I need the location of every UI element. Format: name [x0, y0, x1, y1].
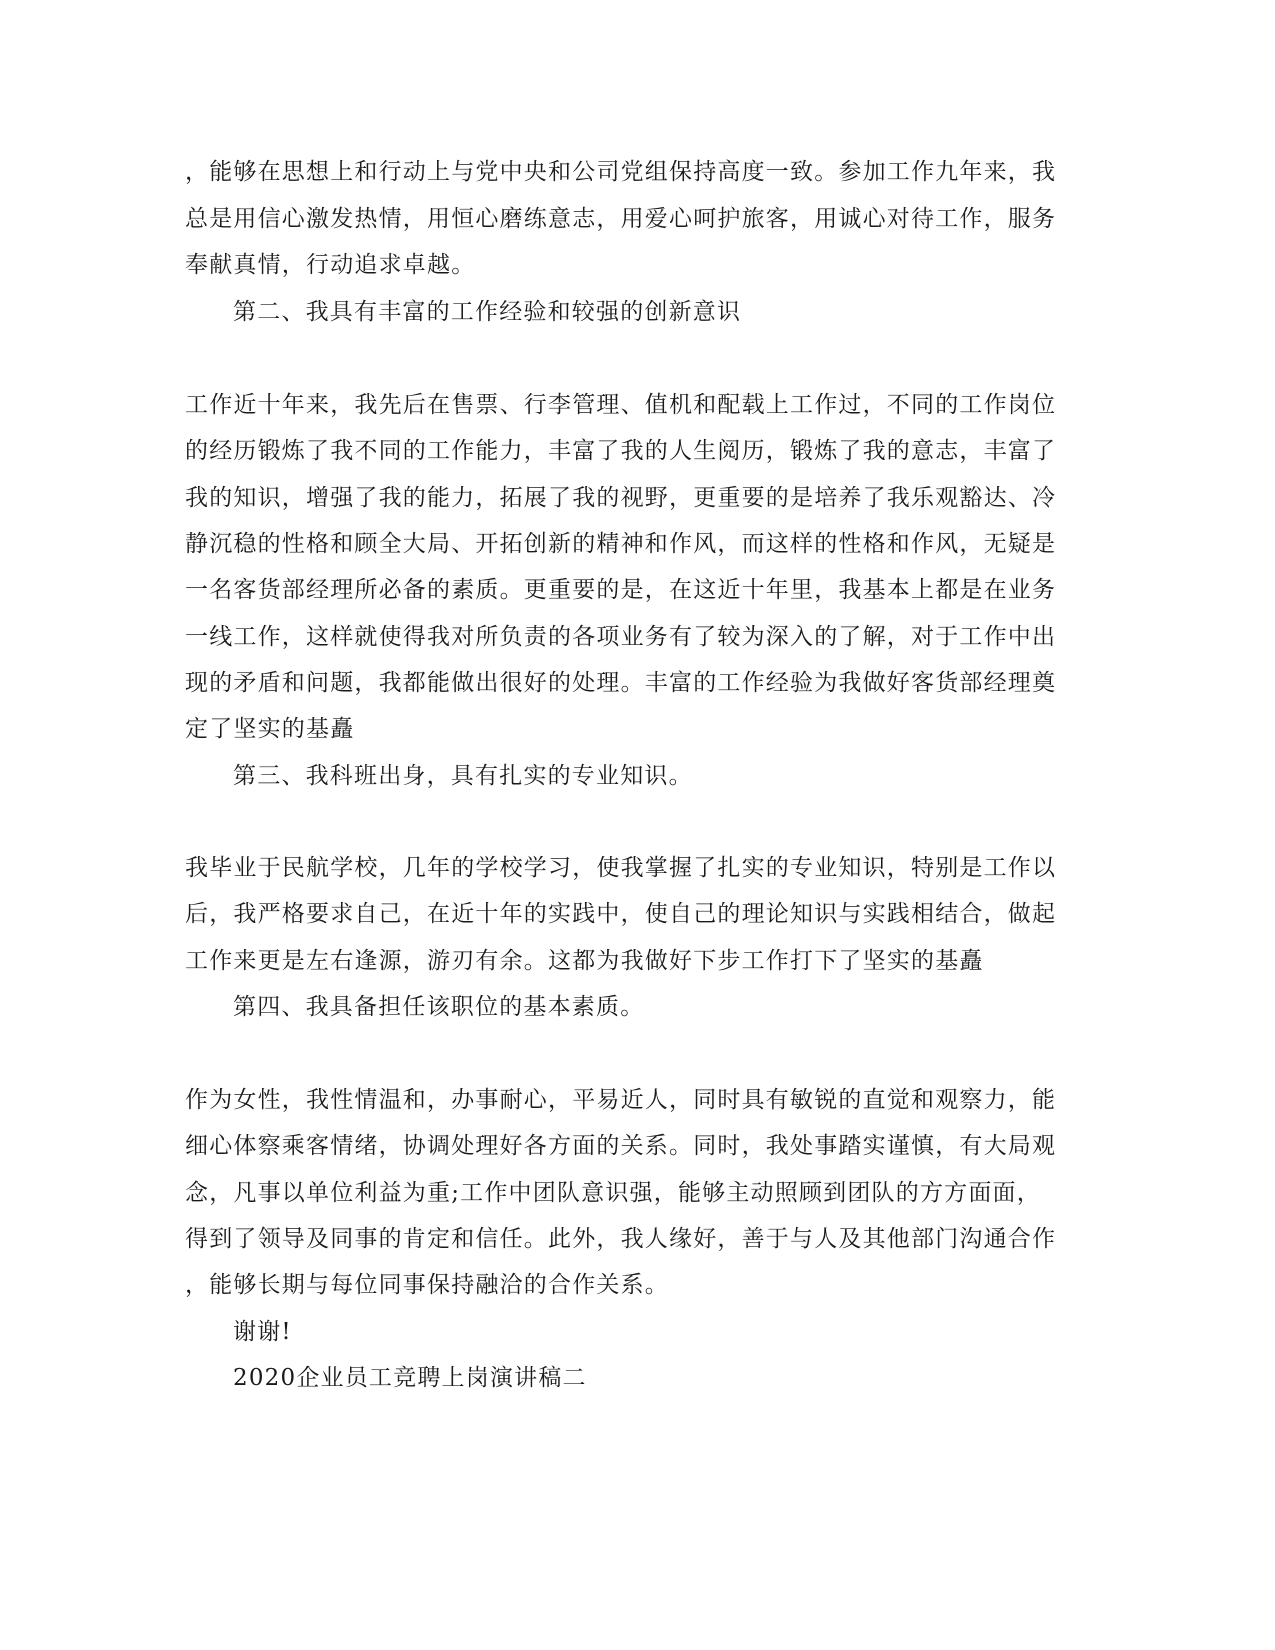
text-line: 念，凡事以单位利益为重;工作中团队意识强，能够主动照顾到团队的方方面面，: [185, 1180, 1041, 1206]
text-line: 作为女性，我性情温和，办事耐心，平易近人，同时具有敏锐的直觉和观察力，能: [185, 1087, 1057, 1113]
closing-line: 谢谢!: [233, 1319, 292, 1345]
text-line: ，能够在思想上和行动上与党中央和公司党组保持高度一致。参加工作九年来，我: [185, 159, 1057, 185]
text-line: 奉献真情，行动追求卓越。: [185, 252, 476, 278]
text-line: 后，我严格要求自己，在近十年的实践中，使自己的理论知识与实践相结合，做起: [185, 901, 1057, 927]
text-line: 工作来更是左右逢源，游刃有余。这都为我做好下步工作打下了坚实的基矗: [185, 948, 984, 974]
section-heading: 第四、我具备担任该职位的基本素质。: [233, 994, 645, 1020]
section-heading: 第三、我科班出身，具有扎实的专业知识。: [233, 763, 693, 789]
text-line: 定了坚实的基矗: [185, 716, 355, 742]
text-line: 我毕业于民航学校，几年的学校学习，使我掌握了扎实的专业知识，特别是工作以: [185, 855, 1057, 881]
text-line: 总是用信心激发热情，用恒心磨练意志，用爱心呵护旅客，用诚心对待工作，服务: [185, 206, 1057, 232]
text-line: 细心体察乘客情绪，协调处理好各方面的关系。同时，我处事踏实谨慎，有大局观: [185, 1133, 1057, 1159]
text-line: 一线工作，这样就使得我对所负责的各项业务有了较为深入的了解，对于工作中出: [185, 624, 1057, 650]
text-line: 现的矛盾和问题，我都能做出很好的处理。丰富的工作经验为我做好客货部经理奠: [185, 670, 1057, 696]
text-line: 我的知识，增强了我的能力，拓展了我的视野，更重要的是培养了我乐观豁达、冷: [185, 485, 1057, 511]
next-title: 2020企业员工竞聘上岗演讲稿二: [233, 1365, 587, 1391]
text-line: 的经历锻炼了我不同的工作能力，丰富了我的人生阅历，锻炼了我的意志，丰富了: [185, 438, 1057, 464]
text-line: 一名客货部经理所必备的素质。更重要的是，在这近十年里，我基本上都是在业务: [185, 577, 1057, 603]
text-line: 得到了领导及同事的肯定和信任。此外，我人缘好，善于与人及其他部门沟通合作: [185, 1226, 1057, 1252]
text-line: ，能够长期与每位同事保持融洽的合作关系。: [185, 1272, 669, 1298]
section-heading: 第二、我具有丰富的工作经验和较强的创新意识: [233, 299, 742, 325]
text-line: 工作近十年来，我先后在售票、行李管理、值机和配载上工作过，不同的工作岗位: [185, 392, 1057, 418]
text-line: 静沉稳的性格和顾全大局、开拓创新的精神和作风，而这样的性格和作风，无疑是: [185, 531, 1057, 557]
